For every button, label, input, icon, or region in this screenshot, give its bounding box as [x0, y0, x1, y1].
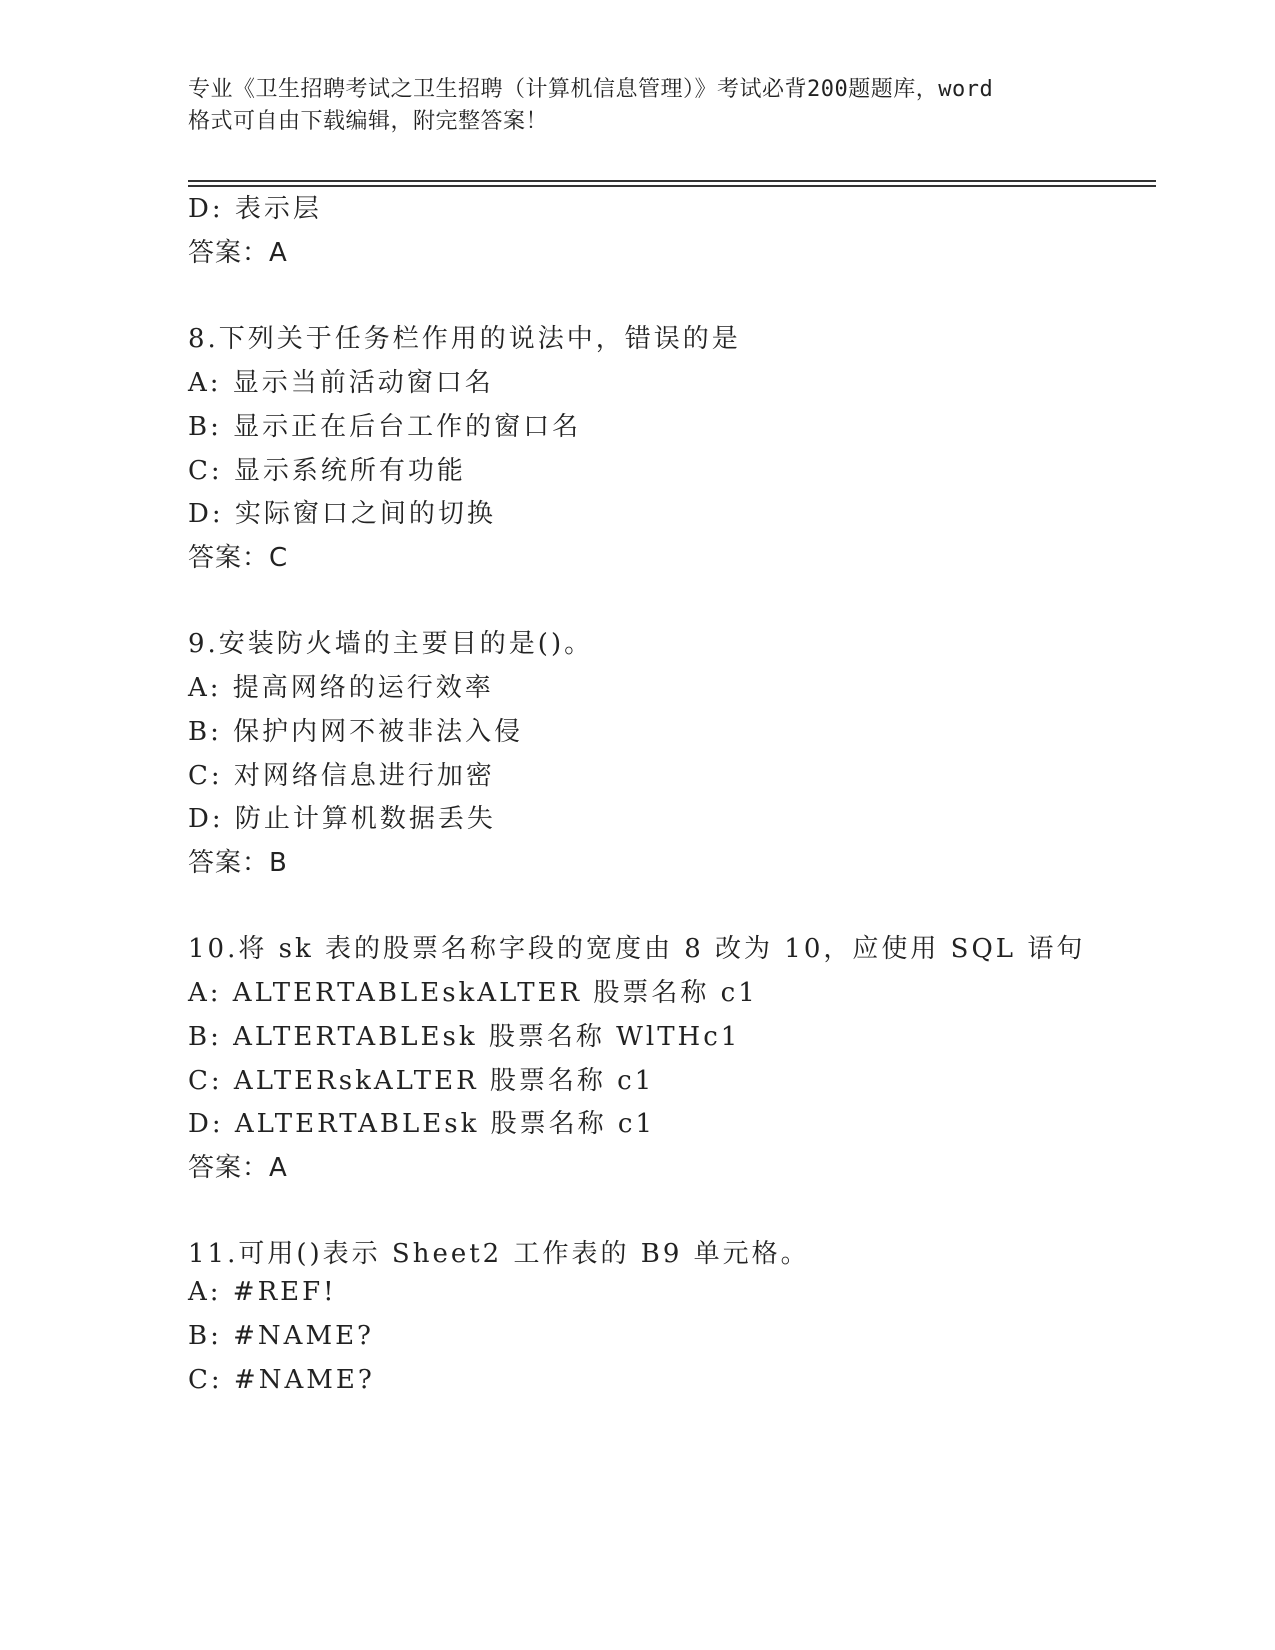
q10-option-d: D: ALTERTABLEsk 股票名称 c1	[188, 1109, 656, 1139]
q10-option-a: A: ALTERTABLEskALTER 股票名称 c1	[188, 978, 758, 1008]
header-title-line-1: 专业《卫生招聘考试之卫生招聘（计算机信息管理）》考试必背200题题库，word	[188, 77, 994, 102]
q8-option-a: A: 显示当前活动窗口名	[188, 368, 494, 398]
document-header	[188, 74, 1088, 138]
q9-option-a: A: 提高网络的运行效率	[188, 673, 494, 703]
header-divider-bottom	[188, 185, 1156, 187]
q8-question: 8.下列关于任务栏作用的说法中，错误的是	[188, 324, 741, 354]
header-divider-top	[188, 180, 1156, 182]
prev-answer: 答案：A	[188, 238, 288, 268]
q8-option-c: C: 显示系统所有功能	[188, 456, 466, 486]
q9-option-b: B: 保护内网不被非法入侵	[188, 717, 524, 747]
q9-answer: 答案：B	[188, 848, 288, 878]
q11-option-a: A: #REF!	[188, 1277, 337, 1307]
q10-option-c: C: ALTERskALTER 股票名称 c1	[188, 1066, 655, 1096]
q10-answer: 答案：A	[188, 1153, 288, 1183]
q8-option-b: B: 显示正在后台工作的窗口名	[188, 412, 582, 442]
q10-question: 10.将 sk 表的股票名称字段的宽度由 8 改为 10，应使用 SQL 语句	[188, 934, 1086, 964]
q11-option-c: C: #NAME?	[188, 1365, 375, 1395]
q9-option-c: C: 对网络信息进行加密	[188, 761, 495, 791]
q9-option-d: D: 防止计算机数据丢失	[188, 804, 496, 834]
header-title-line-2: 格式可自由下载编辑，附完整答案！	[188, 109, 549, 134]
prev-option-d: D: 表示层	[188, 194, 322, 224]
q11-option-b: B: #NAME?	[188, 1321, 374, 1351]
q11-question: 11.可用()表示 Sheet2 工作表的 B9 单元格。	[188, 1239, 810, 1269]
q9-question: 9.安装防火墙的主要目的是()。	[188, 629, 594, 659]
q10-option-b: B: ALTERTABLEsk 股票名称 WlTHc1	[188, 1022, 741, 1052]
q8-answer: 答案：C	[188, 543, 289, 573]
q8-option-d: D: 实际窗口之间的切换	[188, 499, 496, 529]
